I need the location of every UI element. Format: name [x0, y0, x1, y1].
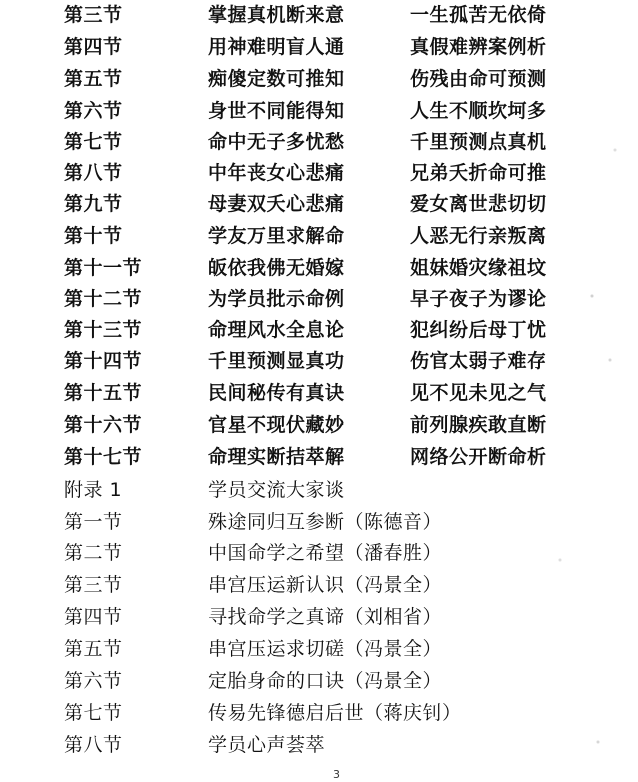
chapter-label: 第二节	[64, 542, 123, 564]
section-title: 命理实断拮萃解	[208, 446, 345, 468]
toc-row	[0, 0, 638, 30]
section-title: 身世不同能得知	[208, 100, 345, 122]
section-title: 母妻双夭心悲痛	[208, 193, 345, 215]
section-title: 寻找命学之真谛（刘相省）	[208, 606, 443, 628]
appendix-row	[0, 634, 638, 664]
section-title: 为学员批示命例	[208, 288, 345, 310]
section-subtitle: 伤官太弱子难存	[410, 350, 547, 372]
section-title: 掌握真机断来意	[208, 4, 345, 26]
chapter-label: 第七节	[64, 702, 123, 724]
chapter-label: 第十节	[64, 225, 123, 247]
chapter-label: 第八节	[64, 162, 123, 184]
chapter-label: 第三节	[64, 4, 123, 26]
section-subtitle: 爱女离世悲切切	[410, 193, 547, 215]
chapter-label: 第四节	[64, 36, 123, 58]
chapter-label: 第四节	[64, 606, 123, 628]
section-title: 命理风水全息论	[208, 319, 345, 341]
section-subtitle: 人恶无行亲叛离	[410, 225, 547, 247]
section-subtitle: 人生不顺坎坷多	[410, 100, 547, 122]
section-title: 民间秘传有真诀	[208, 382, 345, 404]
chapter-label: 第五节	[64, 68, 123, 90]
chapter-label: 第十五节	[64, 382, 143, 404]
chapter-label: 第五节	[64, 638, 123, 660]
section-title: 用神难明盲人通	[208, 36, 345, 58]
section-title: 痴傻定数可推知	[208, 68, 345, 90]
section-subtitle: 兄弟夭折命可推	[410, 162, 547, 184]
toc-row	[0, 96, 638, 126]
toc-row	[0, 221, 638, 251]
section-subtitle: 姐妹婚灾缘祖坟	[410, 257, 547, 279]
appendix-row	[0, 666, 638, 696]
chapter-label: 第九节	[64, 193, 123, 215]
appendix-label: 附录 1	[64, 479, 123, 501]
section-title: 皈依我佛无婚嫁	[208, 257, 345, 279]
chapter-label: 第十四节	[64, 350, 143, 372]
section-title: 学友万里求解命	[208, 225, 345, 247]
toc-row	[0, 284, 638, 314]
toc-row	[0, 378, 638, 408]
toc-row	[0, 346, 638, 376]
appendix-row	[0, 698, 638, 728]
chapter-label: 第八节	[64, 734, 123, 756]
toc-row	[0, 189, 638, 219]
appendix-row	[0, 507, 638, 537]
chapter-label: 第十七节	[64, 446, 143, 468]
section-title: 命中无子多忧愁	[208, 131, 345, 153]
appendix-row	[0, 570, 638, 600]
section-title: 千里预测显真功	[208, 350, 345, 372]
section-subtitle: 犯纠纷后母丁忧	[410, 319, 547, 341]
section-title: 学员心声荟萃	[208, 734, 326, 756]
appendix-row	[0, 602, 638, 632]
chapter-label: 第十三节	[64, 319, 143, 341]
toc-row	[0, 127, 638, 157]
appendix-title: 学员交流大家谈	[208, 479, 345, 501]
toc-row	[0, 253, 638, 283]
appendix-row	[0, 730, 638, 760]
appendix-heading	[0, 475, 638, 505]
chapter-label: 第十六节	[64, 414, 143, 436]
section-subtitle: 千里预测点真机	[410, 131, 547, 153]
section-title: 定胎身命的口诀（冯景全）	[208, 670, 443, 692]
section-subtitle: 真假难辨案例析	[410, 36, 547, 58]
chapter-label: 第十一节	[64, 257, 143, 279]
section-subtitle: 伤残由命可预测	[410, 68, 547, 90]
section-subtitle: 前列腺疾敢直断	[410, 414, 547, 436]
page-number: 3	[333, 768, 340, 781]
chapter-label: 第三节	[64, 574, 123, 596]
toc-row	[0, 64, 638, 94]
section-title: 中年丧女心悲痛	[208, 162, 345, 184]
chapter-label: 第六节	[64, 670, 123, 692]
section-title: 传易先锋德启后世（蒋庆钊）	[208, 702, 462, 724]
section-title: 中国命学之希望（潘春胜）	[208, 542, 443, 564]
chapter-label: 第一节	[64, 511, 123, 533]
section-subtitle: 网络公开断命析	[410, 446, 547, 468]
section-subtitle: 见不见未见之气	[410, 382, 547, 404]
toc-row	[0, 32, 638, 62]
toc-row	[0, 158, 638, 188]
appendix-row	[0, 538, 638, 568]
toc-row	[0, 442, 638, 472]
section-subtitle: 早子夜子为谬论	[410, 288, 547, 310]
toc-row	[0, 315, 638, 345]
chapter-label: 第六节	[64, 100, 123, 122]
section-title: 串宫压运求切磋（冯景全）	[208, 638, 443, 660]
chapter-label: 第十二节	[64, 288, 143, 310]
section-title: 串宫压运新认识（冯景全）	[208, 574, 443, 596]
section-subtitle: 一生孤苦无依倚	[410, 4, 547, 26]
section-title: 官星不现伏藏妙	[208, 414, 345, 436]
section-title: 殊途同归互参断（陈德音）	[208, 511, 443, 533]
chapter-label: 第七节	[64, 131, 123, 153]
toc-row	[0, 410, 638, 440]
